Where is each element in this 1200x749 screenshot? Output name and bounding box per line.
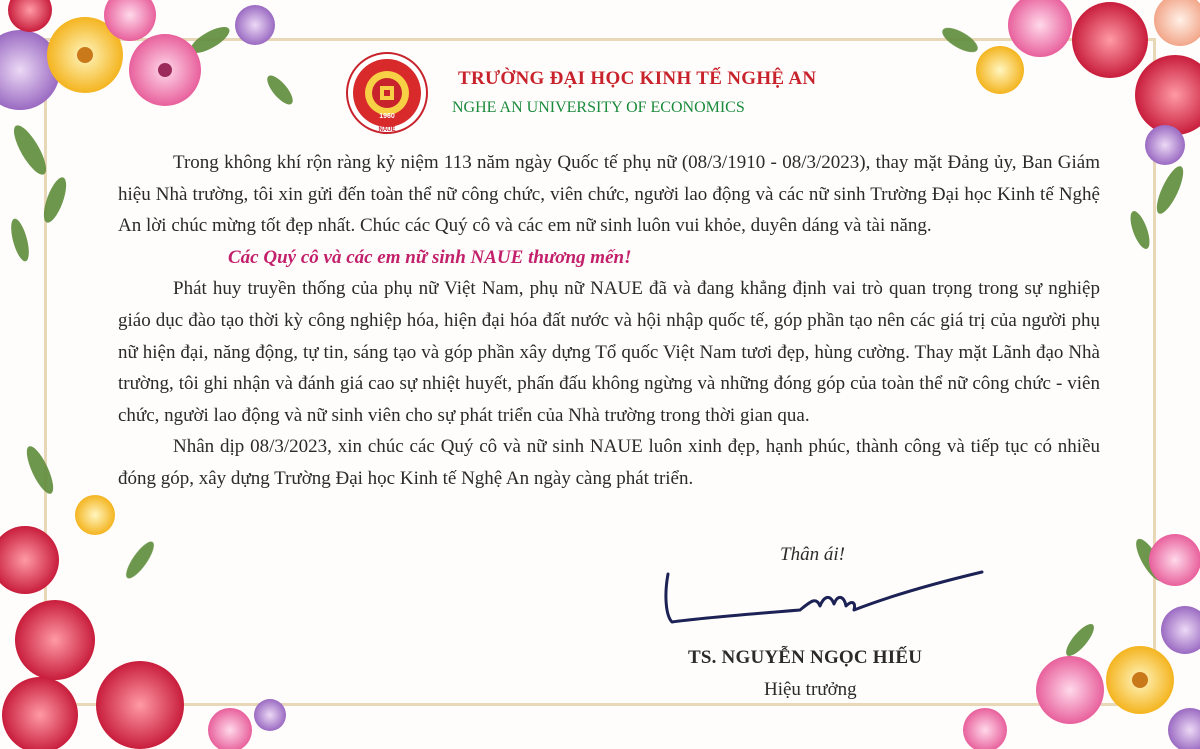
university-name-vn: TRƯỜNG ĐẠI HỌC KINH TẾ NGHỆ AN: [458, 68, 817, 89]
letter-closing: Thân ái!: [780, 544, 845, 565]
signer-name: TS. NGUYỄN NGỌC HIẾU: [688, 647, 923, 668]
letter-paragraph-3: Nhân dịp 08/3/2023, xin chúc các Quý cô và nữ sinh NAUE luôn xinh đẹp, hạnh phúc, thành công và tiếp tục có nhiều đóng góp, xây dựng Trường Đại học Kinh tế Nghệ An ngày càng phát triển.: [118, 436, 1100, 489]
signer-title: Hiệu trưởng: [764, 679, 857, 700]
letter-greeting: Các Quý cô và các em nữ sinh NAUE thương mến!: [228, 246, 632, 268]
signature-image: [660, 566, 990, 636]
letter-paragraph-1: Trong không khí rộn ràng kỷ niệm 113 năm ngày Quốc tế phụ nữ (08/3/1910 - 08/3/2023), thay mặt Đảng ủy, Ban Giám hiệu Nhà trường, tôi xin gửi đến toàn thể nữ công chức, viên chức, người lao động và các nữ sinh Trường Đại học Kinh tế Nghệ An lời chúc mừng tốt đẹp nhất. Chúc các Quý cô và các em nữ sinh luôn vui khỏe, duyên dáng và tài năng.: [118, 152, 1100, 237]
university-logo: [346, 52, 428, 134]
university-name-en: NGHE AN UNIVERSITY OF ECONOMICS: [452, 99, 745, 116]
letter-body: [118, 147, 1100, 495]
letter-paragraph-2: Phát huy truyền thống của phụ nữ Việt Nam, phụ nữ NAUE đã và đang khẳng định vai trò quan trọng trong sự nghiệp giáo dục đào tạo thời kỳ công nghiệp hóa, hiện đại hóa đất nước và hội nhập quốc tế, góp phần tạo nên các giá trị của người phụ nữ hiện đại, năng động, tự tin, sáng tạo và góp phần xây dựng Tổ quốc Việt Nam tươi đẹp, hùng cường. Thay mặt Lãnh đạo Nhà trường, tôi ghi nhận và đánh giá cao sự nhiệt huyết, phấn đấu không ngừng và những đóng góp của toàn thể nữ công chức - viên chức, người lao động và nữ sinh viên cho sự phát triển của Nhà trường trong thời gian qua.: [118, 278, 1100, 426]
letterhead: [346, 52, 817, 136]
logo-year: 1960: [379, 113, 395, 120]
logo-abbr: NAUE: [378, 127, 396, 133]
